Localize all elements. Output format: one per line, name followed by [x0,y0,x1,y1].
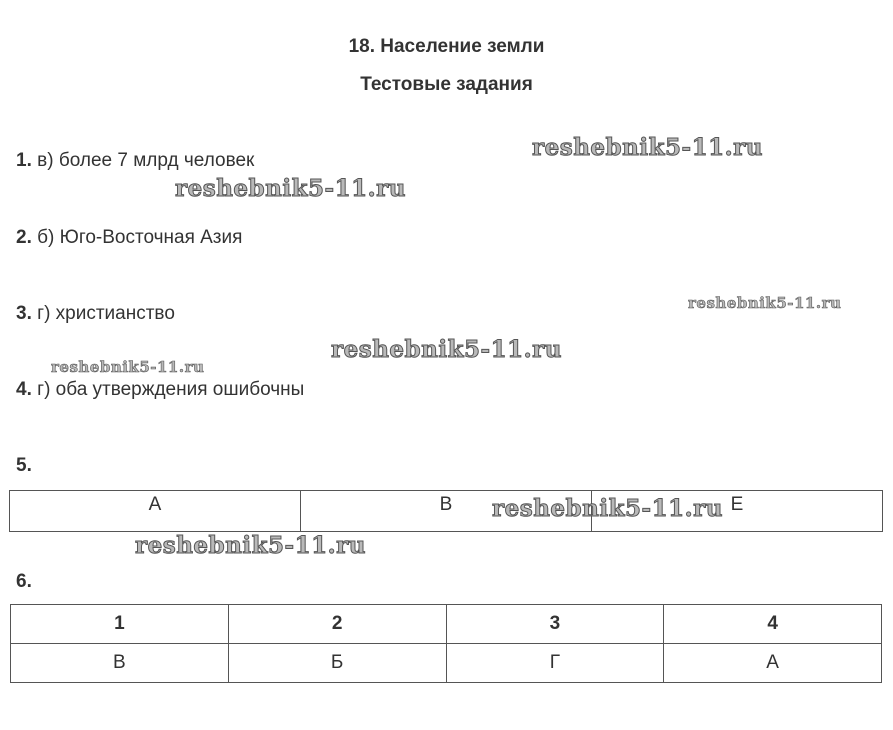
answer-6-number: 6. [16,571,32,592]
watermark: reshebnik5-11.ru [135,532,366,559]
table-header-row [11,605,882,644]
table-header-cell: 3 [446,605,664,644]
answer-1 [16,150,254,172]
answer-3 [16,303,175,325]
table-header-cell: 4 [664,605,882,644]
answer-4-text: г) оба утверждения ошибочны [37,379,305,400]
answer-1-number: 1. [16,150,32,171]
answer-5 [16,455,32,477]
answer-6-table [10,604,882,683]
page-title: 18. Население земли [348,36,545,57]
answer-3-number: 3. [16,303,32,324]
page-subtitle: Тестовые задания [360,74,533,95]
watermark: reshebnik5-11.ru [532,134,763,161]
answer-4-number: 4. [16,379,32,400]
answer-1-text: в) более 7 млрд человек [37,150,255,171]
table-cell: А [664,644,882,683]
table-cell: В [301,491,592,532]
answer-2 [16,227,242,249]
table-cell: Б [228,644,446,683]
answer-5-number: 5. [16,455,32,476]
watermark: reshebnik5-11.ru [492,495,723,522]
table-cell: В [11,644,229,683]
answer-6 [16,571,32,593]
watermark: reshebnik5-11.ru [688,294,842,312]
answer-2-text: б) Юго-Восточная Азия [37,227,243,248]
watermark: reshebnik5-11.ru [331,336,562,363]
table-row [10,491,883,532]
table-cell: А [10,491,301,532]
answer-4 [16,379,304,401]
table-header-cell: 1 [11,605,229,644]
answer-3-text: г) христианство [37,303,175,324]
table-cell: Е [592,491,883,532]
table-header-cell: 2 [228,605,446,644]
answer-2-number: 2. [16,227,32,248]
table-cell: Г [446,644,664,683]
watermark: reshebnik5-11.ru [175,175,406,202]
answer-5-table [9,490,883,532]
table-row [11,644,882,683]
watermark: reshebnik5-11.ru [51,358,205,376]
